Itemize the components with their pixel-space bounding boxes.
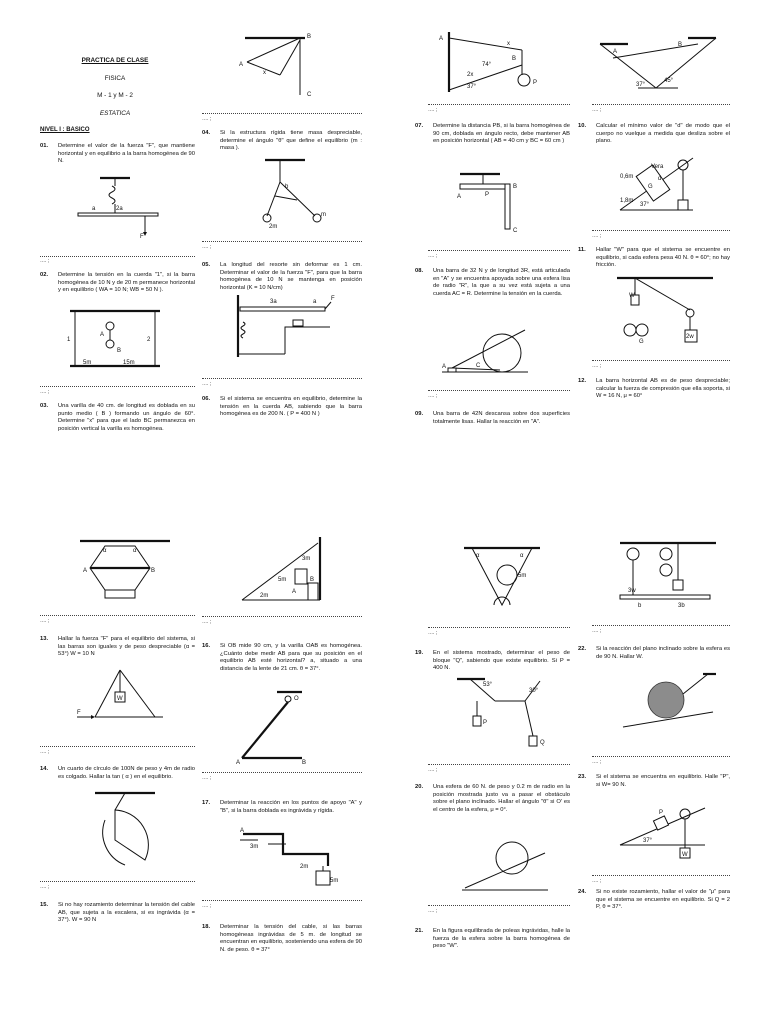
figure-05 [235, 292, 335, 362]
label-0-6m: 0,6m [620, 174, 634, 180]
problem-text: Si no existe rozamiento, hallar el valor de "μ" para que el sistema se encuentre en equilibrio. Si Q = 2 P, θ = 37°. [596, 889, 730, 911]
label-C: C [476, 363, 481, 369]
problem-text: La longitud del resorte sin deformar es 1 cm. Determinar el valor de la fuerza "F", para que la barra homogénea de 10 N se mantenga en posición horizontal (K = 10 N/cm) [220, 262, 362, 291]
page-title: PRACTICA DE CLASE [81, 57, 149, 64]
label-B: B [117, 348, 122, 354]
label-3m: 3m [302, 556, 311, 562]
label-alpha-2: α [133, 548, 137, 554]
problem-number: 21. [415, 928, 424, 934]
label-B: B [512, 56, 517, 62]
label-W: W [682, 852, 688, 858]
label-O: O [294, 696, 299, 702]
label-F: F [331, 296, 335, 302]
problem-text: Si la estructura rígida tiene masa despreciable, determine el ángulo "θ" que define el equilibrio (m : masa ). [220, 130, 362, 152]
problem-text: Una barra de 42N descansa sobre dos superficies totalmente lisas. Hallar la reacción en "A". [433, 411, 570, 425]
figure-14 [85, 790, 165, 870]
label-A: A [292, 589, 297, 595]
problem-10 [578, 123, 730, 146]
label-74: 74° [482, 62, 492, 68]
problem-text: Hallar la fuerza "F" para el equilibrio del sistema, si las barras son iguales y de peso despreciable (α = 53°) W = 10 N [58, 636, 195, 658]
problem-text: Si OB mide 90 cm, y la varilla OAB es homogénea. ¿Cuánto debe medir AB para que su posición en el equilibrio AB esté horizontal? a, situado a una distancia de la lente de 21 cm. θ = 37°. [220, 643, 362, 672]
label-Q: Q [540, 740, 545, 746]
problem-text: Si el sistema se encuentra en equilibrio, determine la tensión en la cuerda AB, sabiendo que la barra homogénea es de 200 N. ( P = 400 N ) [220, 396, 362, 418]
answer-mark: …. ; [428, 630, 438, 636]
subject-label: FISICA [104, 75, 126, 82]
label-2m: 2m [300, 864, 309, 870]
problem-21 [415, 928, 570, 951]
problem-08 [415, 268, 570, 299]
label-5m: 5m [518, 573, 527, 579]
label-A: A [83, 568, 88, 574]
answer-mark: …. ; [202, 381, 212, 387]
label-B: B [151, 568, 156, 574]
label-A: A [613, 49, 618, 55]
label-m: m [321, 212, 326, 218]
label-45: 45° [664, 78, 674, 84]
problem-05 [202, 262, 362, 293]
problem-15 [40, 902, 195, 925]
problem-text: Una varilla de 40 cm. de longitud es doblada en su punto medio ( B ) formando un ángulo de 60°. Determine "x" para que el lado BC permanezca en posición vertical la varilla es homogénea. [58, 403, 195, 432]
answer-line [40, 386, 195, 387]
problem-12 [578, 378, 730, 401]
problem-text: Si la reacción del plano inclinado sobre la esfera es de 90 N. Hallar W. [596, 646, 730, 660]
answer-line [40, 746, 195, 747]
problem-text: La barra horizontal AB es de peso despreciable; calcular la fuerza de compresión que ella soporta, si W = 16 N, μ = 60° [596, 378, 730, 400]
label-A: A [239, 62, 244, 68]
answer-line [202, 772, 362, 773]
problem-number: 11. [578, 247, 586, 253]
label-P: P [659, 810, 664, 816]
figure-10b [618, 150, 718, 218]
label-1-8m: 1,8m [620, 198, 634, 204]
answer-mark: …. ; [592, 628, 602, 634]
answer-mark: …. ; [40, 749, 50, 755]
problem-text: Una esfera de 60 N. de peso y 0.2 m de radio en la posición mostrada justo va a pasar el obstáculo sobre el plano inclinado. Hallar el ángulo "θ" si O' es el centro de la esfera, μ = 0°. [433, 784, 570, 813]
problem-text: Determinar la reacción en los puntos de apoyo "A" y "B", si la barra doblada es ingrávida y rígida. [220, 800, 362, 814]
answer-mark: …. ; [592, 878, 602, 884]
label-5m: 5m [278, 577, 287, 583]
figure-08 [440, 320, 530, 375]
label-30: 30° [529, 688, 539, 694]
label-53: 53° [483, 682, 493, 688]
answer-line [428, 627, 570, 628]
figure-09 [437, 30, 557, 95]
answer-mark: …. ; [202, 116, 212, 122]
problem-06 [202, 396, 362, 419]
label-3a: 3a [270, 299, 277, 305]
answer-line [592, 104, 730, 105]
problem-number: 13. [40, 636, 49, 642]
figure-04 [255, 158, 335, 230]
topic-label: ESTATICA [99, 110, 131, 117]
problem-text: Si el sistema se encuentra en equilibrio. Halle "P", si W= 90 N. [596, 774, 730, 788]
answer-line [40, 256, 195, 257]
label-B: B [302, 760, 307, 766]
figure-19b [455, 676, 555, 751]
answer-line [202, 378, 362, 379]
answer-line [428, 764, 570, 765]
figure-20 [460, 828, 550, 898]
label-d: d [658, 176, 662, 182]
level-label: NIVEL I : BASICO [40, 127, 90, 133]
problem-number: 05. [202, 262, 211, 268]
answer-mark: …. ; [40, 389, 50, 395]
answer-mark: …. ; [40, 258, 50, 264]
answer-line [592, 230, 730, 231]
problem-number: 20. [415, 784, 424, 790]
problem-22 [578, 646, 730, 661]
problem-number: 03. [40, 403, 49, 409]
answer-mark: …. ; [40, 618, 50, 624]
figure-11 [615, 275, 715, 350]
label-a: a [313, 299, 317, 305]
problem-text: Calcular el mínimo valor de "d" de modo que el cuerpo no vuelque a medida que desliza sobre el plano. [596, 123, 730, 145]
label-2m: 2m [260, 593, 269, 599]
answer-line [202, 241, 362, 242]
label-A: A [439, 36, 444, 42]
label-vera: Vera [651, 164, 664, 170]
label-3m: 3m [250, 844, 259, 850]
label-B: B [310, 577, 315, 583]
label-2: 2 [147, 337, 151, 343]
problem-number: 01. [40, 143, 49, 149]
problem-number: 02. [40, 272, 49, 278]
problem-24 [578, 889, 730, 912]
label-1: 1 [67, 337, 71, 343]
problem-text: Determinar la tensión del cable, si las barras homogéneas ingrávidas de 5 m. de longitud se encuentran en equilibrio, sosteniendo una esfera de 90 N. de peso. θ = 37° [220, 924, 362, 953]
answer-mark: …. ; [202, 775, 212, 781]
problem-number: 12. [578, 378, 587, 384]
label-G: G [639, 339, 644, 345]
problem-04 [202, 130, 362, 153]
answer-line [592, 360, 730, 361]
answer-mark: …. ; [428, 107, 438, 113]
label-A: A [100, 332, 105, 338]
problem-03 [40, 403, 195, 434]
group-label: M - 1 y M - 2 [97, 92, 133, 99]
problem-number: 08. [415, 268, 424, 274]
label-2m: 2m [269, 224, 278, 230]
label-b: b [638, 603, 642, 609]
answer-mark: …. ; [428, 393, 438, 399]
label-2w: 2w [686, 334, 694, 340]
problem-01 [40, 143, 195, 166]
problem-number: 10. [578, 123, 587, 129]
problem-23 [578, 774, 730, 789]
label-alpha: α [103, 548, 107, 554]
answer-mark: …. ; [40, 884, 50, 890]
figure-19 [462, 545, 542, 615]
label-a: a [92, 206, 96, 212]
figure-10 [598, 36, 718, 92]
label-5m: 5m [330, 878, 339, 884]
answer-line [40, 615, 195, 616]
label-37: 37° [643, 838, 653, 844]
answer-line [592, 875, 730, 876]
problem-number: 09. [415, 411, 424, 417]
problem-07 [415, 123, 570, 146]
figure-23 [615, 800, 715, 865]
problem-number: 22. [578, 646, 587, 652]
answer-mark: …. ; [428, 908, 438, 914]
problem-number: 16. [202, 643, 211, 649]
label-15m: 15m [123, 360, 135, 366]
problem-17 [202, 800, 362, 815]
problem-number: 23. [578, 774, 587, 780]
problem-14 [40, 766, 195, 781]
answer-mark: …. ; [202, 244, 212, 250]
answer-line [40, 881, 195, 882]
figure-07 [455, 170, 525, 238]
figure-16 [232, 690, 322, 765]
problem-text: En el sistema mostrado, determinar el peso de bloque "Q", sabiendo que existe equilibrio. Si P = 400 N. [433, 650, 570, 672]
label-37: 37° [640, 202, 650, 208]
label-A: A [457, 194, 462, 200]
label-3b: 3b [678, 603, 685, 609]
problem-text: Determine el valor de la fuerza "F", que mantiene horizontal y en equilibrio a la barra homogénea de 90 N. [58, 143, 195, 165]
answer-mark: …. ; [592, 107, 602, 113]
label-b: b [285, 184, 289, 190]
figure-17 [238, 826, 348, 888]
answer-line [592, 756, 730, 757]
label-A: A [240, 828, 245, 834]
figure-15 [240, 535, 330, 605]
answer-line [428, 905, 570, 906]
problem-text: Determine la distancia PB, si la barra homogénea de 90 cm, doblada en ángulo recto, debe mantener AB en posición horizontal ( AB = 40 cm y BC = 60 cm ) [433, 123, 570, 145]
problem-number: 14. [40, 766, 49, 772]
problem-number: 04. [202, 130, 211, 136]
problem-text: Hallar "W" para que el sistema se encuentre en equilibrio, si cada esfera pesa 40 N. θ = 60°; no hay fricción. [596, 247, 730, 269]
answer-line [202, 113, 362, 114]
label-P: P [485, 192, 490, 198]
answer-mark: …. ; [592, 233, 602, 239]
figure-13 [75, 538, 175, 603]
problem-number: 17. [202, 800, 211, 806]
problem-19 [415, 650, 570, 673]
label-W: W [629, 293, 635, 299]
problem-18 [202, 924, 362, 955]
label-W: W [117, 696, 123, 702]
problem-number: 24. [578, 889, 587, 895]
answer-mark: …. ; [592, 363, 602, 369]
label-3w: 3w [628, 588, 636, 594]
label-x: x [507, 41, 510, 47]
answer-mark: …. ; [428, 253, 438, 259]
figure-13b [75, 662, 175, 724]
problem-number: 19. [415, 650, 424, 656]
problem-text: Si no hay rozamiento determinar la tensión del cable AB, que sujeta a la escalera, si es ingrávida (α = 37°). W = 90 N [58, 902, 195, 924]
label-alpha-2: α [520, 553, 524, 559]
label-37: 37° [467, 84, 477, 90]
label-B: B [513, 184, 518, 190]
figure-02 [65, 308, 170, 373]
problem-number: 18. [202, 924, 211, 930]
problem-16 [202, 643, 362, 674]
label-37: 37° [636, 82, 646, 88]
label-x: x [263, 70, 266, 76]
answer-line [428, 250, 570, 251]
label-2x: 2x [467, 72, 474, 78]
answer-mark: …. ; [202, 619, 212, 625]
problem-11 [578, 247, 730, 270]
problem-number: 15. [40, 902, 49, 908]
problem-number: 06. [202, 396, 211, 402]
problem-text: Un cuarto de círculo de 100N de peso y 4m de radio es colgado. Hallar la tan ( α ) en el equilibrio. [58, 766, 195, 780]
label-2a: 2a [116, 206, 123, 212]
label-alpha: α [476, 553, 480, 559]
problem-20 [415, 784, 570, 815]
label-5m: 5m [83, 360, 92, 366]
problem-text: Determine la tensión en la cuerda "1", si la barra homogénea de 10 N y de 20 m permanece horizontal y en equilibrio ( WA = 10 N; WB = 50 N ). [58, 272, 195, 294]
label-F: F [140, 234, 144, 240]
label-G: G [648, 184, 653, 190]
label-B: B [307, 34, 312, 40]
label-F: F [77, 710, 81, 716]
answer-mark: …. ; [202, 903, 212, 909]
label-C: C [307, 92, 312, 98]
answer-mark: …. ; [428, 767, 438, 773]
answer-mark: …. ; [592, 759, 602, 765]
figure-22b [618, 672, 718, 742]
label-P: P [483, 720, 488, 726]
answer-line [592, 625, 730, 626]
label-B: B [678, 42, 683, 48]
label-A: A [442, 364, 447, 370]
problem-text: Una barra de 32 N y de longitud 3R, está articulada en "A" y se encuentra apoyada sobre una esfera lisa de radio "R", la que a su vez está sujeta a una cuerda AC = R. Determine la tensión en la cuerda. [433, 268, 570, 297]
answer-line [202, 900, 362, 901]
label-P: P [533, 80, 538, 86]
label-A: A [236, 760, 241, 766]
answer-line [202, 616, 362, 617]
figure-03 [235, 30, 325, 100]
problem-13 [40, 636, 195, 659]
label-C: C [513, 228, 518, 234]
problem-09 [415, 411, 570, 426]
figure-01 [70, 176, 160, 246]
answer-line [428, 390, 570, 391]
problem-02 [40, 272, 195, 295]
answer-line [428, 104, 570, 105]
figure-22 [618, 540, 718, 612]
problem-text: En la figura equilibrada de poleas ingrávidas, halle la fuerza de la esfera sobre la barra homogénea de peso "W". [433, 928, 570, 950]
problem-number: 07. [415, 123, 424, 129]
